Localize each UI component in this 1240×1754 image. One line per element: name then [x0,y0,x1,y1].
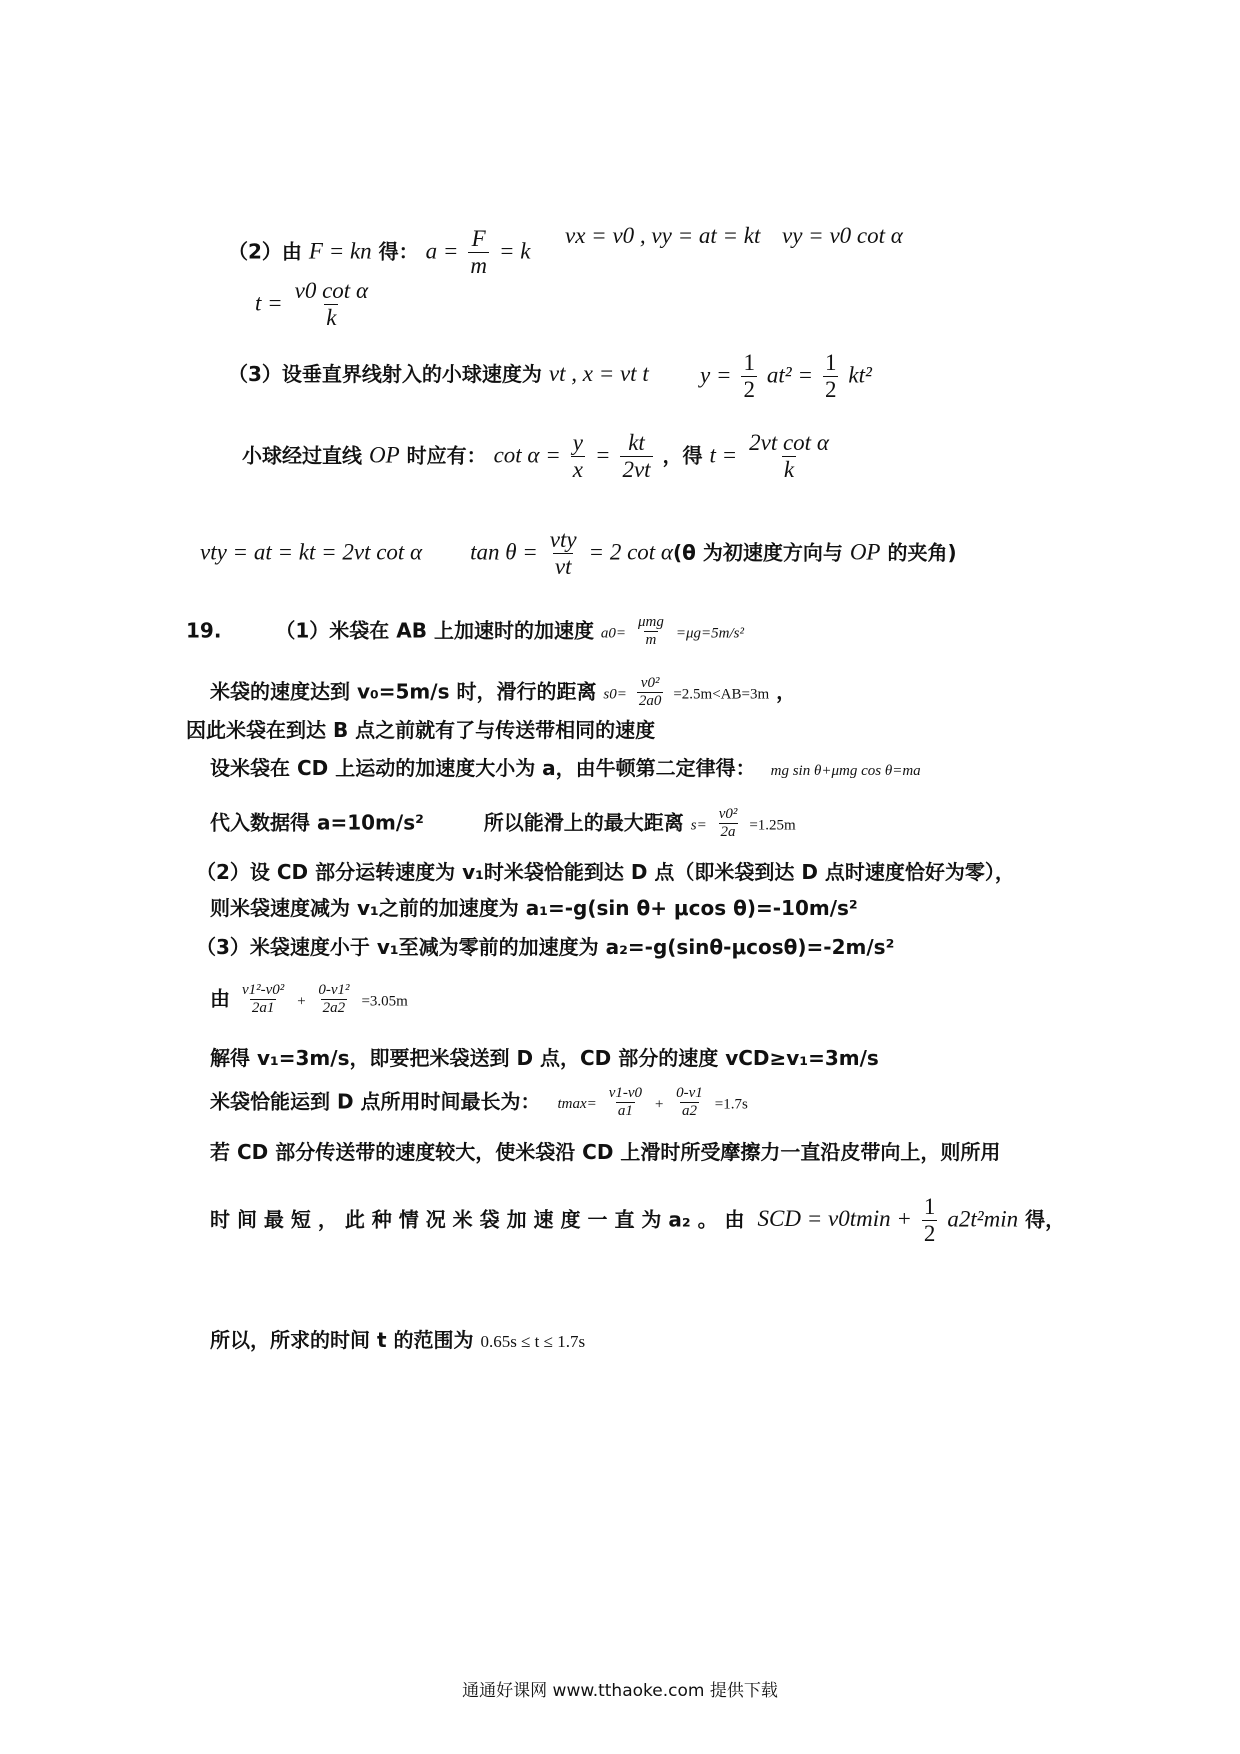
de-text: 得： [378,239,419,264]
q19-line10 [210,1048,879,1068]
op-text-b: 时应有： [406,443,487,468]
q19-l5-text2: 所以能滑上的最大距离 [483,810,684,835]
s-fraction: $\frac{\text{v0²}}{2a}$ [718,806,738,841]
q19-l12-text: 若 CD 部分传送带的速度较大，使米袋沿 CD 上滑时所受摩擦力一直沿皮带向上，则所用 [210,1140,1001,1164]
q19-line8 [196,937,894,957]
q19-l10-text: 解得 v₁=3m/s，即要把米袋送到 D 点，CD 部分的速度 vCD≥v₁=3m/s [210,1046,879,1070]
scd-eq-rhs: a2t²min [947,1206,1019,1232]
q19-l2-text: 米袋的速度达到 v₀=5m/s 时，滑行的距离 [210,679,597,704]
q19-l14-text: 所以，所求的时间 t 的范围为 [210,1328,474,1352]
a-fraction: $\frac{F}{m}$ [470,226,487,279]
part2-label: （2）由 [228,239,302,264]
q19-line5 [210,806,796,842]
plus: + [296,993,307,1010]
scd-eq-lhs: SCD = v0tmin + [757,1206,912,1232]
s-value: =1.25m [749,817,796,834]
l11-fraction-1: $\frac{v1-v0}{a1}$ [608,1085,643,1120]
tan-fraction: $\frac{\text{vty}}{vt}$ [549,527,577,580]
force-eq: F = kn [308,238,372,264]
part2-vy-cot [782,224,903,247]
q19-l6-text: （2）设 CD 部分运转速度为 v₁时米袋恰能到达 D 点（即米袋到达 D 点时速度恰好为零）， [196,860,1015,884]
tmax-label: tmax= [557,1096,597,1113]
you-text: 由 [210,986,230,1011]
a-rhs: = k [498,238,531,264]
at2: at² = [766,362,813,388]
time-range: 0.65s ≤ t ≤ 1.7s [480,1332,586,1351]
theta-note-b: 的夹角) [887,540,957,565]
q19-line6 [196,862,1015,882]
a0-value: =μg=5m/s² [675,625,744,642]
tmax-value: =1.7s [714,1096,748,1113]
q19-l13-text: 时 间 最 短 ， 此 种 情 况 米 袋 加 速 度 一 直 为 a₂ 。 由 [210,1207,745,1232]
l13-half: $\frac{1}{2}$ [923,1194,936,1247]
cot-lhs: cot α = [493,442,561,468]
tan-rhs: = 2 cot α [588,539,673,565]
kt-over-2vt: $\frac{kt}{2vt}$ [622,430,651,483]
l9-fraction-2: $\frac{\text{0-v1²}}{2a2}$ [318,982,350,1017]
q19-l11-text: 米袋恰能运到 D 点所用时间最长为： [210,1089,541,1114]
t2-lhs: t = [709,442,738,468]
comma: ， [776,679,797,704]
q19-line11 [210,1085,748,1121]
part3-line3 [200,527,957,581]
vx-eq: vt , x = vt t [548,361,649,386]
a-lhs: a = [425,238,459,264]
y-over-x: $\frac{y}{x}$ [572,430,583,483]
part2-line1 [228,226,530,280]
s0-label: s0= [603,686,627,703]
q19-line2 [210,675,796,711]
vy-cot-eq: vy = v0 cot α [782,223,903,248]
q19-l5-text: 代入数据得 a=10m/s² [210,810,424,835]
de2-text: ，得 [662,443,703,468]
theta-note-a: (θ 为初速度方向与 [673,540,843,565]
mumg-fraction: $\frac{\text{μmg}}{m}$ [638,614,664,649]
part2-velocity-eqs [565,224,760,247]
vty-eq: vty = at = kt = 2vt cot α [200,539,423,565]
q19-line1 [186,614,744,650]
q19-line14 [210,1330,585,1350]
kt2: kt² [848,362,872,388]
op-text-a: 小球经过直线 [242,443,362,468]
part3-y-eq [700,350,872,404]
a0-label: a0= [600,625,627,642]
t-lhs: t = [255,290,283,316]
y-lhs: y = [700,362,732,388]
q19-line4 [210,758,921,779]
half-fraction-2: $\frac{1}{2}$ [824,350,837,403]
half-fraction-1: $\frac{1}{2}$ [743,350,755,403]
q19-l4-text: 设米袋在 CD 上运动的加速度大小为 a，由牛顿第二定律得： [210,756,756,780]
part2-time-eq [255,278,373,332]
plus2: + [654,1096,665,1113]
newton-eq: mg sin θ+μmg cos θ=ma [770,763,921,779]
q19-l7-text: 则米袋速度减为 v₁之前的加速度为 a₁=-g(sin θ+ μcos θ)=-10m/s² [210,896,858,920]
s-label: s= [690,817,707,834]
l11-fraction-2: $\frac{0-v1}{a2}$ [676,1085,703,1120]
l9-fraction-1: $\frac{\text{v1²-v0²}}{2a1}$ [241,982,285,1017]
q19-l1-text: （1）米袋在 AB 上加速时的加速度 [275,618,594,643]
q19-line12 [210,1142,1000,1162]
vx-vy-eq: vx = v0 , vy = at = kt [565,223,761,248]
part3-line2: 小球经过直线 OP 时应有： cot α = $\frac{y}{x}$ = $\frac{kt}{2vt}$ ，得 t = $\frac{\text{2vt cot α}}{k}$ [242,430,829,483]
s0-value: =2.5m<AB=3m [673,686,770,703]
q19-line3 [186,720,655,740]
theta-note-op: OP [849,539,881,565]
q19-l8-text: （3）米袋速度小于 v₁至减为零前的加速度为 a₂=-g(sinθ-μcosθ)=-2m/s² [196,935,895,959]
part3-label: （3）设垂直界线射入的小球速度为 [228,362,542,386]
t2-fraction: $\frac{\text{2vt cot α}}{k}$ [749,430,829,483]
l9-value: =3.05m [361,993,408,1010]
q19-number: 19. [186,618,222,643]
t-fraction: $\frac{\text{v0 cot α}}{k}$ [294,278,369,331]
q19-l3-text: 因此米袋在到达 B 点之前就有了与传送带相同的速度 [186,718,656,742]
footer-text: 通通好课网 www.tthaoke.com 提供下载 [462,1681,778,1701]
de3-text: 得， [1025,1207,1066,1232]
op-label: OP [368,442,400,468]
part3-line1 [228,362,649,385]
q19-line9 [210,982,408,1018]
s0-fraction: $\frac{\text{v0²}}{2a0}$ [638,675,662,710]
tan-lhs: tan θ = [470,539,538,565]
q19-line7 [210,898,858,918]
q19-line13 [210,1194,1065,1248]
